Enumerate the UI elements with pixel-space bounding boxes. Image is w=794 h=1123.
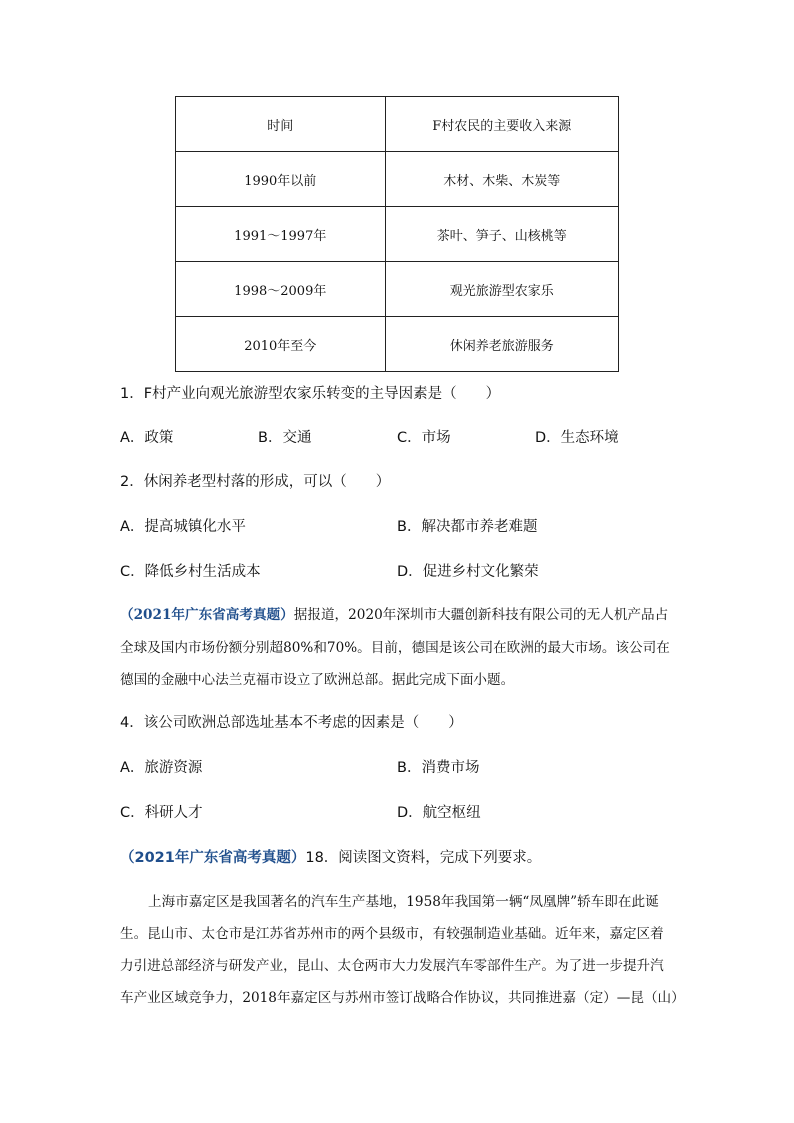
table-cell: 观光旅游型农家乐 [385,262,618,317]
table-cell: 1990年以前 [176,152,386,207]
table-header-row [176,97,619,152]
question-2-stem: 2．休闲养老型村落的形成，可以（ ） [120,474,391,490]
table-row [176,152,619,207]
table-cell: 茶叶、笋子、山核桃等 [385,207,618,262]
table-cell: 木材、木柴、木炭等 [385,152,618,207]
q2-option-c: C．降低乡村生活成本 [120,564,261,580]
table-row [176,317,619,372]
passage-2-line: 车产业区域竞争力，2018年嘉定区与苏州市签订战略合作协议，共同推进嘉（定）—昆（山） [120,990,685,1006]
passage-2-line: 上海市嘉定区是我国著名的汽车生产基地，1958年我国第一辆“凤凰牌”轿车即在此诞 [148,894,659,910]
q1-option-a: A．政策 [120,430,174,446]
q2-option-b: B．解决都市养老难题 [397,519,538,535]
table-header-cell: F村农民的主要收入来源 [385,97,618,152]
passage-1-line: 全球及国内市场份额分别超80%和70%。目前，德国是该公司在欧洲的最大市场。该公司在 [120,640,670,656]
passage-2-line: 生。昆山市、太仓市是江苏省苏州市的两个县级市，有较强制造业基础。近年来，嘉定区着 [120,926,664,942]
table-cell: 2010年至今 [176,317,386,372]
q4-option-c: C．科研人才 [120,805,203,821]
table-row [176,207,619,262]
table-row [176,262,619,317]
table-cell: 1998～2009年 [176,262,386,317]
passage-1-line [120,603,668,623]
exam-source-label: （2021年广东省高考真题） [120,607,294,623]
table-cell: 休闲养老旅游服务 [385,317,618,372]
q1-option-c: C．市场 [397,430,451,446]
q2-option-d: D．促进乡村文化繁荣 [397,564,539,580]
q1-option-b: B．交通 [258,430,312,446]
exam-source-label: （2021年广东省高考真题） [120,850,306,866]
table-header-cell: 时间 [176,97,386,152]
question-18-stem [120,846,541,867]
q1-option-d: D．生态环境 [535,430,619,446]
question-1-stem: 1．F村产业向观光旅游型农家乐转变的主导因素是（ ） [120,386,501,402]
q4-option-a: A．旅游资源 [120,760,203,776]
question-4-stem: 4．该公司欧洲总部选址基本不考虑的因素是（ ） [120,715,463,731]
table-cell: 1991～1997年 [176,207,386,262]
q4-option-b: B．消费市场 [397,760,480,776]
question-18-text: 18．阅读图文资料，完成下列要求。 [305,850,542,866]
income-table [175,96,619,372]
passage-1-text: 据报道，2020年深圳市大疆创新科技有限公司的无人机产品占 [293,607,669,623]
q4-option-d: D．航空枢纽 [397,805,481,821]
passage-1-line: 德国的金融中心法兰克福市设立了欧洲总部。据此完成下面小题。 [120,672,515,688]
q2-option-a: A．提高城镇化水平 [120,519,246,535]
passage-2-line: 力引进总部经济与研发产业，昆山、太仓两市大力发展汽车零部件生产。为了进一步提升汽 [120,958,664,974]
